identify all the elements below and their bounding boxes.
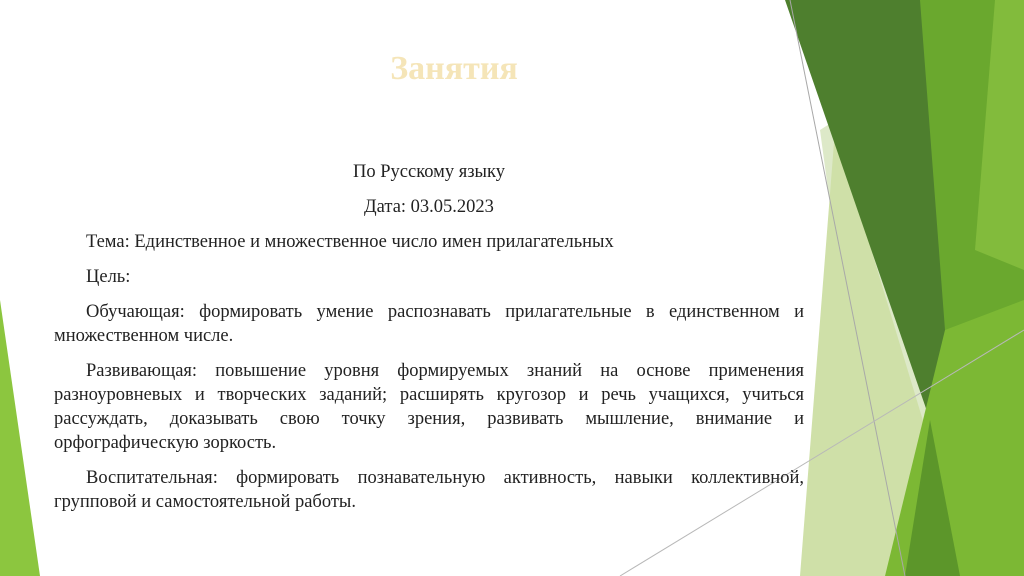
topic-line: Тема: Единственное и множественное число имен прилагательных xyxy=(86,232,614,252)
goal-label: Цель: xyxy=(86,267,131,287)
subject-line: По Русскому языку xyxy=(353,162,505,182)
left-green-sliver xyxy=(0,300,40,576)
goal-teaching: Обучающая: формировать умение распознавать прилагательные в единственном и множественном числе. xyxy=(54,302,804,346)
goal-educational: Воспитательная: формировать познавательную активность, навыки коллективной, групповой и самостоятельной работы. xyxy=(54,468,804,512)
lesson-content xyxy=(54,160,804,525)
date-line: Дата: 03.05.2023 xyxy=(364,197,494,217)
goal-developing: Развивающая: повышение уровня формируемых знаний на основе применения разноуровневых и творческих заданий; расширять кругозор и речь учащихся, учиться рассуждать, доказывать свою точку зрения, развивать мышление, внимание и орфографическую зоркость. xyxy=(54,361,804,453)
slide-title: Занятия xyxy=(390,50,518,87)
